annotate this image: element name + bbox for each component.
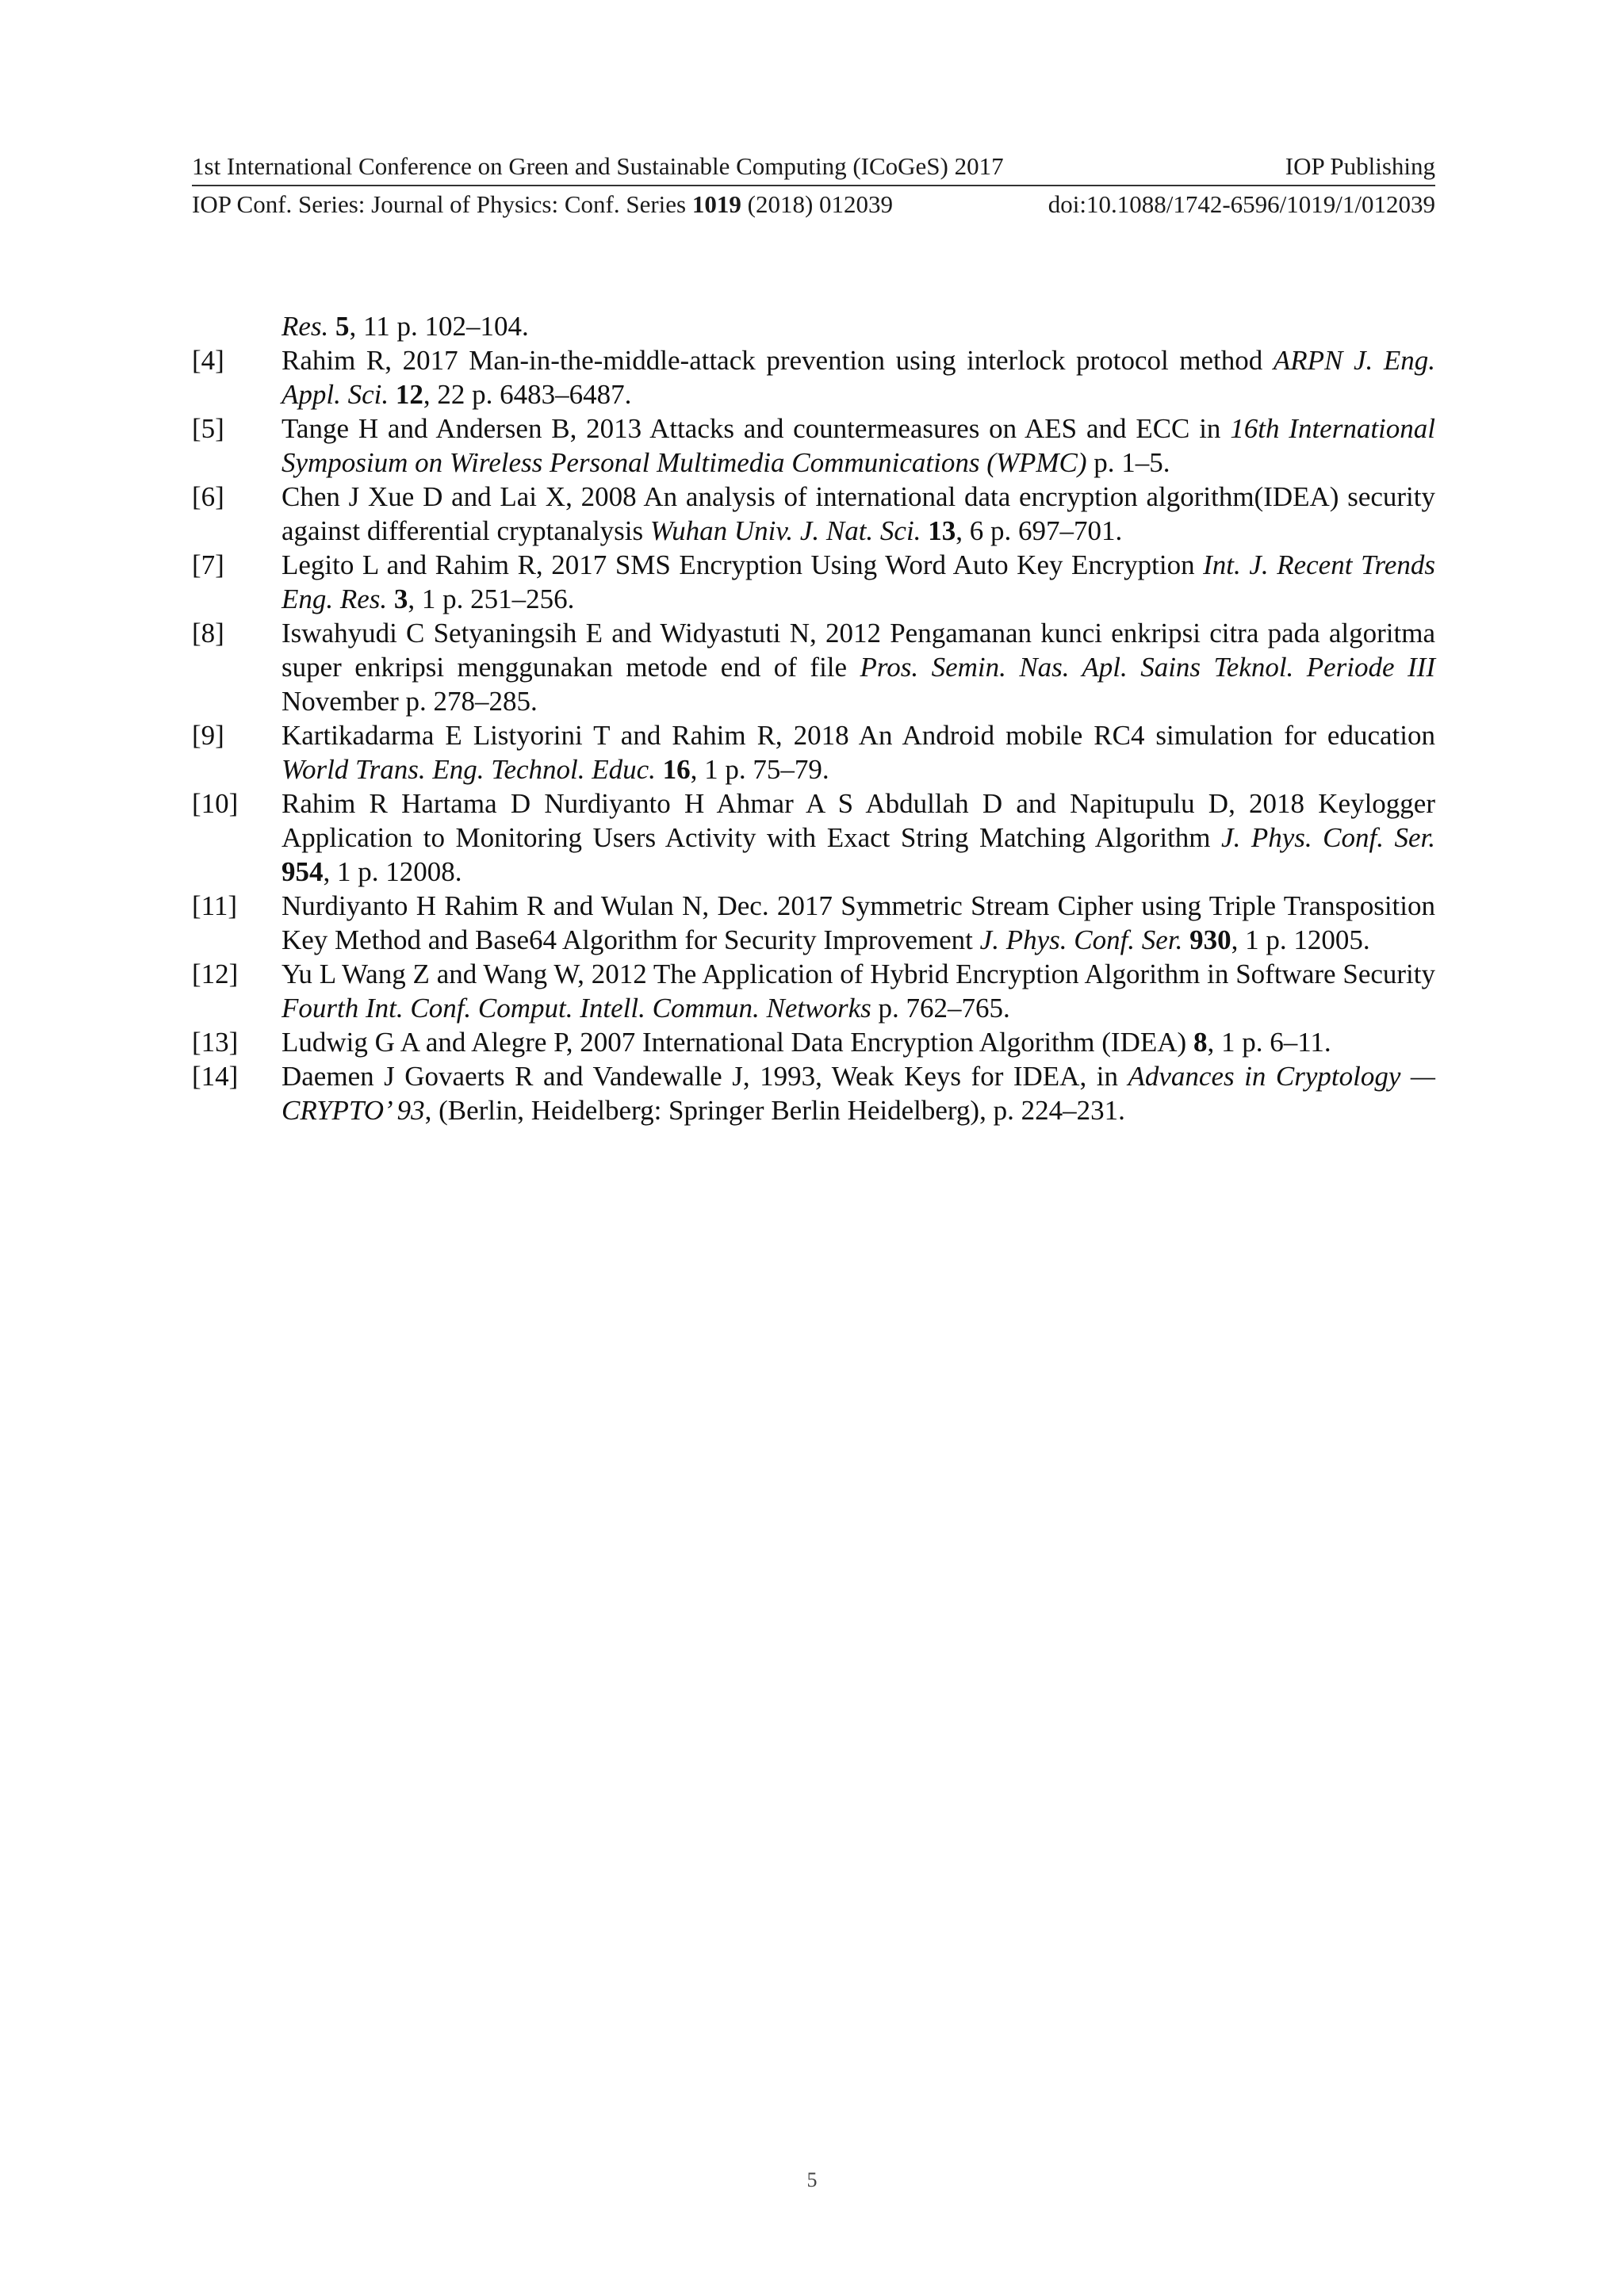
reference-number: [12] <box>192 959 239 989</box>
reference-journal: 16th International Symposium on Wireless Personal Multimedia Communications (WPMC) <box>282 413 1435 478</box>
reference-number: [11] <box>192 890 238 921</box>
reference-segment: Daemen J Govaerts R and Vandewalle J, 1993, Weak Keys for IDEA, in <box>282 1061 1128 1092</box>
reference-journal: World Trans. Eng. Technol. Educ. <box>282 754 656 785</box>
reference-volume: 13 <box>928 515 956 546</box>
reference-entry <box>192 548 1435 616</box>
reference-text <box>282 616 1435 718</box>
reference-volume: 930 <box>1189 924 1231 955</box>
reference-segment: Nurdiyanto H Rahim R and Wulan N, Dec. 2017 Symmetric Stream Cipher using Triple Transposition Key Method and Base64 Algorithm for Security Improvement <box>282 890 1435 955</box>
conference-title: 1st International Conference on Green and Sustainable Computing (ICoGeS) 2017 <box>192 152 1004 180</box>
reference-number: [9] <box>192 720 224 751</box>
reference-entry <box>192 1025 1435 1059</box>
reference-number: [8] <box>192 618 224 649</box>
reference-segment: , 1 p. 12005. <box>1231 924 1370 955</box>
series-volume: 1019 <box>691 190 741 218</box>
reference-text <box>282 548 1435 616</box>
reference-segment <box>328 311 335 342</box>
reference-text <box>282 957 1435 1025</box>
reference-segment: Ludwig G A and Alegre P, 2007 International Data Encryption Algorithm (IDEA) <box>282 1027 1193 1058</box>
reference-entry <box>192 786 1435 889</box>
reference-segment: , 22 p. 6483–6487. <box>423 379 632 410</box>
reference-segment: Legito L and Rahim R, 2017 SMS Encryption Using Word Auto Key Encryption <box>282 549 1204 580</box>
series-header <box>192 189 1435 220</box>
reference-segment <box>921 515 928 546</box>
reference-journal: Fourth Int. Conf. Comput. Intell. Commun. Networks <box>282 993 871 1024</box>
reference-entry <box>192 411 1435 480</box>
reference-segment: Tange H and Andersen B, 2013 Attacks and countermeasures on AES and ECC in <box>282 413 1231 444</box>
reference-segment: p. 762–765. <box>871 993 1010 1024</box>
reference-segment <box>656 754 663 785</box>
reference-segment: , 11 p. 102–104. <box>349 311 529 342</box>
reference-volume: 954 <box>282 856 324 887</box>
reference-segment: p. 1–5. <box>1086 447 1170 478</box>
reference-journal: J. Phys. Conf. Ser. <box>979 924 1183 955</box>
reference-segment: , (Berlin, Heidelberg: Springer Berlin Heidelberg), p. 224–231. <box>424 1095 1125 1126</box>
reference-volume: 8 <box>1193 1027 1208 1058</box>
reference-number: [6] <box>192 481 224 512</box>
reference-journal: Wuhan Univ. J. Nat. Sci. <box>649 515 921 546</box>
reference-segment: Iswahyudi C Setyaningsih E and Widyastuti N, 2012 Pengamanan kunci enkripsi citra pada algoritma super enkripsi menggunakan metode end of file <box>282 618 1435 683</box>
series-prefix: IOP Conf. Series: Journal of Physics: Conf. Series <box>192 190 692 218</box>
reference-segment: , 1 p. 6–11. <box>1207 1027 1331 1058</box>
reference-segment <box>389 379 396 410</box>
reference-entry <box>192 616 1435 718</box>
reference-segment: Chen J Xue D and Lai X, 2008 An analysis of international data encryption algorithm(IDEA) security against differential cryptanalysis <box>282 481 1435 546</box>
series-suffix: (2018) 012039 <box>741 190 894 218</box>
reference-journal: ARPN J. Eng. Appl. Sci. <box>282 345 1435 410</box>
reference-entry <box>192 718 1435 786</box>
reference-journal: Int. J. Recent Trends Eng. Res. <box>282 549 1435 614</box>
reference-segment: , 1 p. 251–256. <box>408 584 575 614</box>
reference-number: [5] <box>192 413 224 444</box>
reference-number: [4] <box>192 345 224 376</box>
reference-journal: Pros. Semin. Nas. Apl. Sains Teknol. Periode III <box>860 652 1435 683</box>
reference-volume: 16 <box>662 754 691 785</box>
reference-entry <box>192 480 1435 548</box>
reference-number: [13] <box>192 1027 239 1058</box>
reference-segment <box>387 584 394 614</box>
reference-text <box>282 889 1435 957</box>
reference-segment: Kartikadarma E Listyorini T and Rahim R, 2018 An Android mobile RC4 simulation for education <box>282 720 1435 751</box>
series-citation <box>192 189 893 220</box>
reference-volume: 5 <box>335 311 350 342</box>
reference-text <box>192 309 1435 343</box>
reference-entry <box>192 309 1435 343</box>
reference-segment <box>1182 924 1189 955</box>
reference-segment: , 1 p. 12008. <box>323 856 462 887</box>
reference-text <box>282 786 1435 889</box>
page-number: 5 <box>806 2168 818 2191</box>
reference-entry <box>192 343 1435 411</box>
reference-number: [14] <box>192 1061 239 1092</box>
reference-segment: Yu L Wang Z and Wang W, 2012 The Application of Hybrid Encryption Algorithm in Software Security <box>282 959 1435 989</box>
reference-volume: 12 <box>395 379 423 410</box>
reference-text <box>282 480 1435 548</box>
running-header <box>192 151 1435 182</box>
reference-entry <box>192 889 1435 957</box>
reference-journal: Res. <box>282 311 329 342</box>
reference-journal: Advances in Cryptology — CRYPTO’ 93 <box>282 1061 1436 1126</box>
reference-number: [7] <box>192 549 224 580</box>
reference-segment: November p. 278–285. <box>282 686 538 717</box>
reference-number: [10] <box>192 788 239 819</box>
reference-volume: 3 <box>393 584 408 614</box>
reference-text <box>282 411 1435 480</box>
reference-text <box>282 1059 1435 1127</box>
doi-text: doi:10.1088/1742-6596/1019/1/012039 <box>1048 190 1435 218</box>
reference-entry <box>192 957 1435 1025</box>
reference-entry <box>192 1059 1435 1127</box>
reference-text <box>282 718 1435 786</box>
header-rule <box>192 185 1435 186</box>
reference-segment: , 1 p. 75–79. <box>690 754 829 785</box>
publisher-name: IOP Publishing <box>1285 152 1435 180</box>
reference-journal: J. Phys. Conf. Ser. <box>1221 822 1435 853</box>
reference-segment: Rahim R, 2017 Man-in-the-middle-attack prevention using interlock protocol method <box>282 345 1274 376</box>
reference-text <box>282 1025 1435 1059</box>
reference-segment: Rahim R Hartama D Nurdiyanto H Ahmar A S Abdullah D and Napitupulu D, 2018 Keylogger Application to Monitoring Users Activity with Exact String Matching Algorithm <box>282 788 1435 853</box>
reference-segment: , 6 p. 697–701. <box>956 515 1123 546</box>
reference-list <box>192 309 1435 1127</box>
reference-text <box>282 343 1435 411</box>
